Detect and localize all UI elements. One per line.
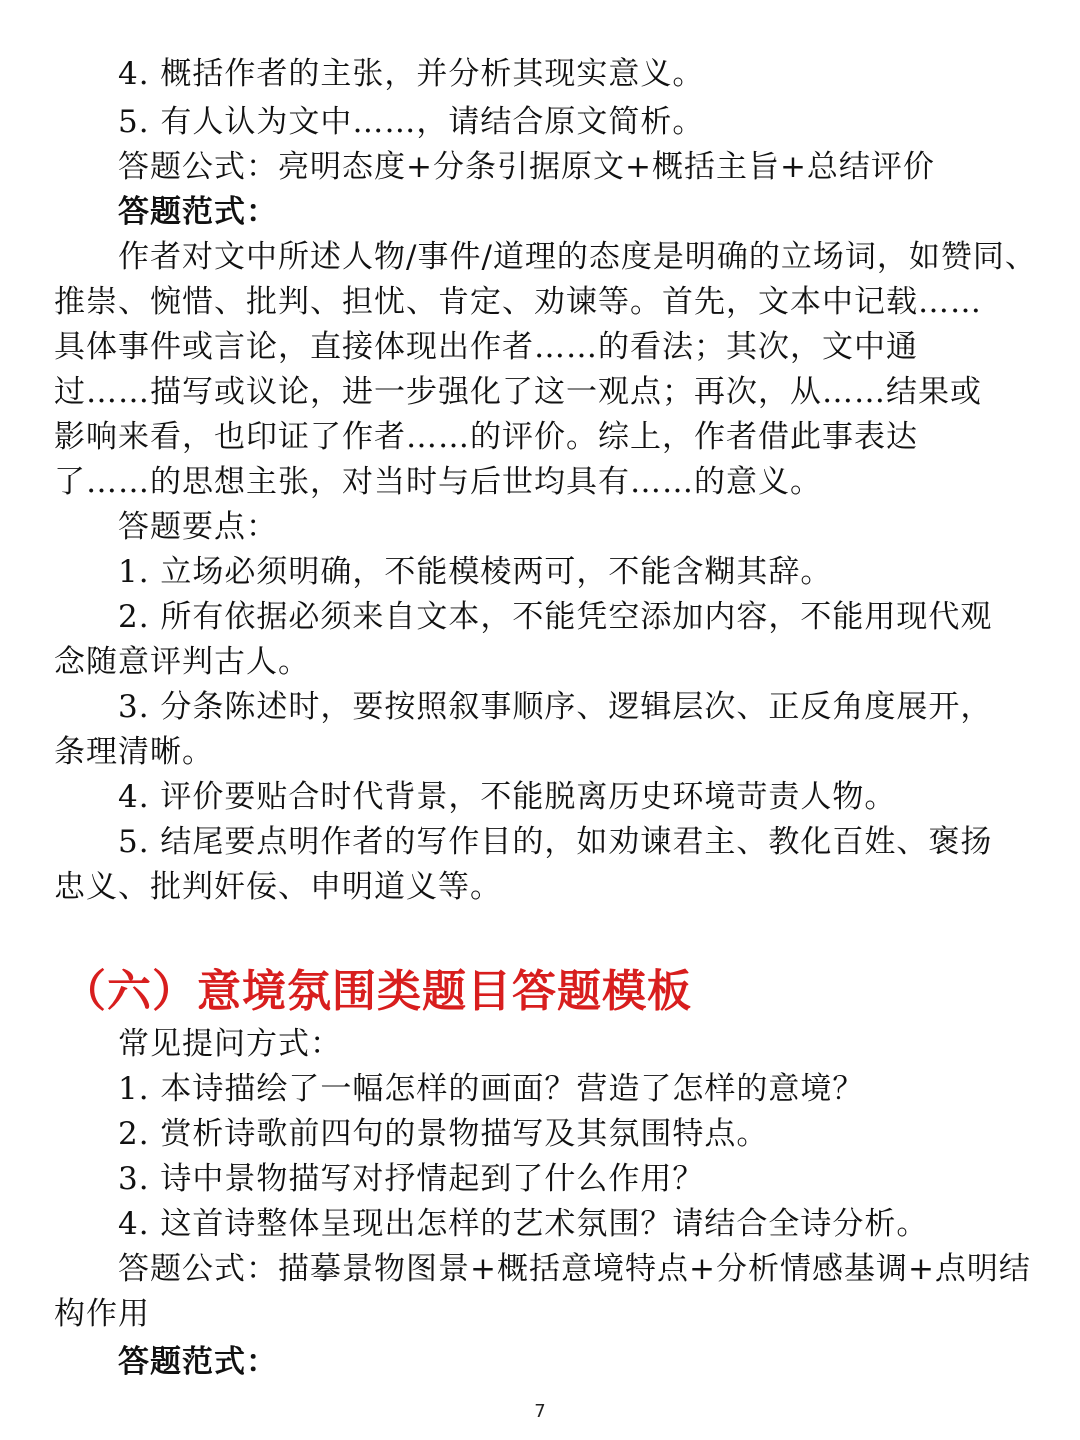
answer-template-label: 答题范式： — [118, 1344, 278, 1380]
questions-label: 常见提问方式： — [118, 1026, 342, 1062]
question-1: 1. 本诗描绘了一幅怎样的画面？营造了怎样的意境？ — [118, 1071, 865, 1107]
answer-point: 5. 结尾要点明作者的写作目的，如劝谏君主、教化百姓、褒扬 — [118, 824, 993, 860]
answer-point: 2. 所有依据必须来自文本，不能凭空添加内容，不能用现代观 — [118, 599, 993, 635]
answer-point: 3. 分条陈述时，要按照叙事顺序、逻辑层次、正反角度展开， — [118, 689, 993, 725]
question-5: 5. 有人认为文中……，请结合原文简析。 — [118, 104, 705, 140]
answer-formula: 答题公式：描摹景物图景+概括意境特点+分析情感基调+点明结 — [118, 1251, 1031, 1287]
question-3: 3. 诗中景物描写对抒情起到了什么作用？ — [118, 1161, 705, 1197]
section-heading: （六）意境氛围类题目答题模板 — [62, 966, 692, 1017]
page-number: 7 — [534, 1401, 546, 1422]
answer-template-line: 推崇、惋惜、批判、担忧、肯定、劝谏等。首先，文本中记载…… — [54, 284, 982, 320]
answer-point-continuation: 念随意评判古人。 — [54, 644, 310, 680]
answer-point: 4. 评价要贴合时代背景，不能脱离历史环境苛责人物。 — [118, 779, 897, 815]
answer-point-continuation: 忠义、批判奸佞、申明道义等。 — [54, 869, 502, 905]
question-2: 2. 赏析诗歌前四句的景物描写及其氛围特点。 — [118, 1116, 769, 1152]
answer-point-continuation: 条理清晰。 — [54, 734, 214, 770]
answer-point: 1. 立场必须明确，不能模棱两可，不能含糊其辞。 — [118, 554, 833, 590]
answer-formula: 答题公式：亮明态度+分条引据原文+概括主旨+总结评价 — [118, 149, 935, 185]
answer-template-line: 了……的思想主张，对当时与后世均具有……的意义。 — [54, 464, 822, 500]
question-4: 4. 概括作者的主张，并分析其现实意义。 — [118, 56, 705, 92]
answer-template-line: 过……描写或议论，进一步强化了这一观点；再次，从……结果或 — [54, 374, 982, 410]
answer-template-line: 影响来看，也印证了作者……的评价。综上，作者借此事表达 — [54, 419, 918, 455]
question-4: 4. 这首诗整体呈现出怎样的艺术氛围？请结合全诗分析。 — [118, 1206, 929, 1242]
answer-template-label: 答题范式： — [118, 194, 278, 230]
answer-points-label: 答题要点： — [118, 509, 278, 545]
answer-template-line: 具体事件或言论，直接体现出作者……的看法；其次，文中通 — [54, 329, 918, 365]
answer-template-line: 作者对文中所述人物/事件/道理的态度是明确的立场词，如赞同、 — [118, 239, 1037, 275]
answer-formula-continuation: 构作用 — [54, 1296, 150, 1332]
